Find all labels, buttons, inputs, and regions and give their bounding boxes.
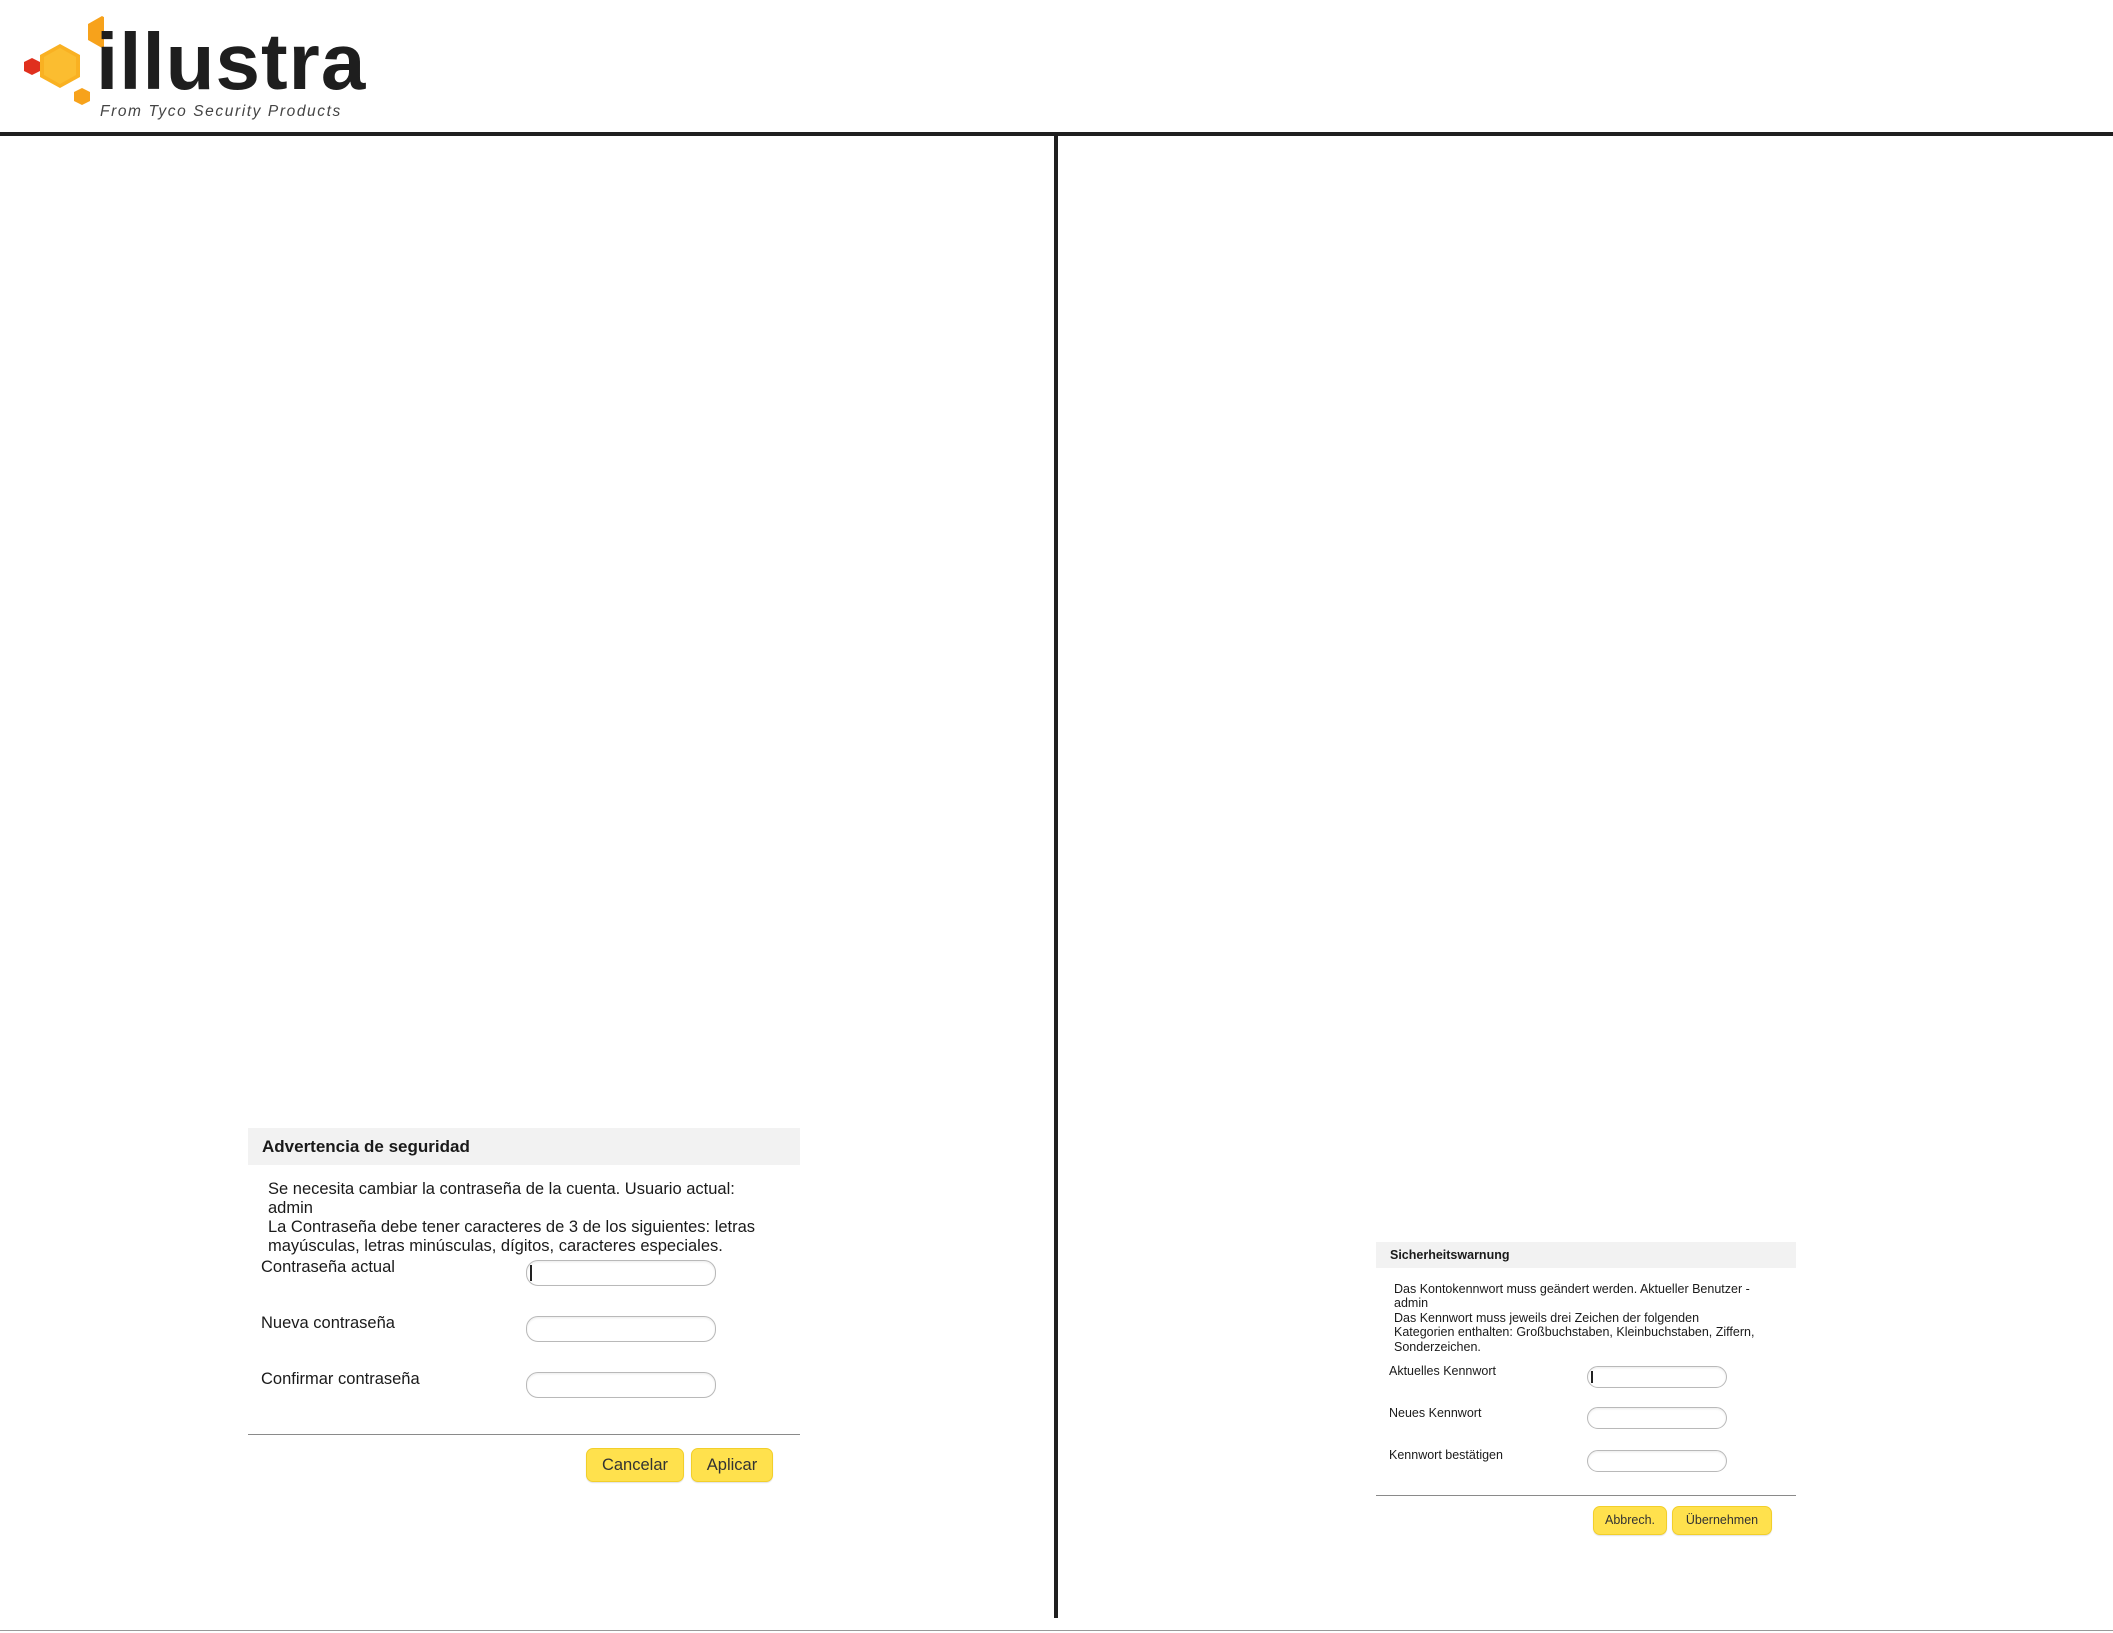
column-divider xyxy=(1054,134,1058,1618)
new-password-input[interactable] xyxy=(1587,1407,1727,1429)
message-line: Das Kontokennwort muss geändert werden. Aktueller Benutzer - xyxy=(1394,1282,1750,1296)
message-line: Se necesita cambiar la contraseña de la cuenta. Usuario actual: xyxy=(268,1180,735,1198)
dialog-message xyxy=(268,1180,755,1256)
message-line: Das Kennwort muss jeweils drei Zeichen der folgenden xyxy=(1394,1310,1700,1325)
current-password-input[interactable] xyxy=(1587,1366,1727,1388)
current-password-input[interactable] xyxy=(526,1260,716,1286)
security-warning-dialog-de xyxy=(1376,1242,1796,1532)
message-line: admin xyxy=(268,1198,313,1217)
hexagon-logo-icon xyxy=(14,8,104,108)
confirm-password-input[interactable] xyxy=(1587,1450,1727,1472)
message-line: Kategorien enthalten: Großbuchstaben, Kleinbuchstaben, Ziffern, xyxy=(1394,1325,1755,1340)
dialog-divider xyxy=(248,1434,800,1435)
new-password-label: Neues Kennwort xyxy=(1389,1406,1482,1420)
new-password-input[interactable] xyxy=(526,1316,716,1342)
apply-button[interactable]: Aplicar xyxy=(691,1448,773,1482)
new-password-label: Nueva contraseña xyxy=(261,1314,395,1332)
confirm-password-label: Confirmar contraseña xyxy=(261,1370,420,1388)
dialog-title: Advertencia de seguridad xyxy=(248,1128,800,1165)
current-password-label: Aktuelles Kennwort xyxy=(1389,1364,1497,1378)
dialog-message xyxy=(1394,1282,1754,1354)
message-line: Sonderzeichen. xyxy=(1394,1339,1481,1354)
message-line: admin xyxy=(1394,1296,1429,1311)
cancel-button[interactable]: Cancelar xyxy=(586,1448,684,1482)
illustra-logo xyxy=(14,8,384,126)
apply-button[interactable]: Übernehmen xyxy=(1672,1506,1772,1535)
logo-tagline: From Tyco Security Products xyxy=(100,103,342,120)
cancel-button[interactable]: Abbrech. xyxy=(1593,1506,1667,1535)
dialog-title: Sicherheitswarnung xyxy=(1376,1242,1796,1268)
dialog-divider xyxy=(1376,1495,1796,1496)
security-warning-dialog-es xyxy=(248,1128,800,1488)
message-line: La Contraseña debe tener caracteres de 3 de los siguientes: letras xyxy=(268,1217,756,1236)
footer-rule xyxy=(0,1630,2113,1631)
current-password-label: Contraseña actual xyxy=(261,1258,395,1276)
confirm-password-input[interactable] xyxy=(526,1372,716,1398)
message-line: mayúsculas, letras minúsculas, dígitos, caracteres especiales. xyxy=(268,1236,723,1255)
logo-wordmark: illustra xyxy=(96,17,367,106)
confirm-password-label: Kennwort bestätigen xyxy=(1389,1448,1503,1462)
